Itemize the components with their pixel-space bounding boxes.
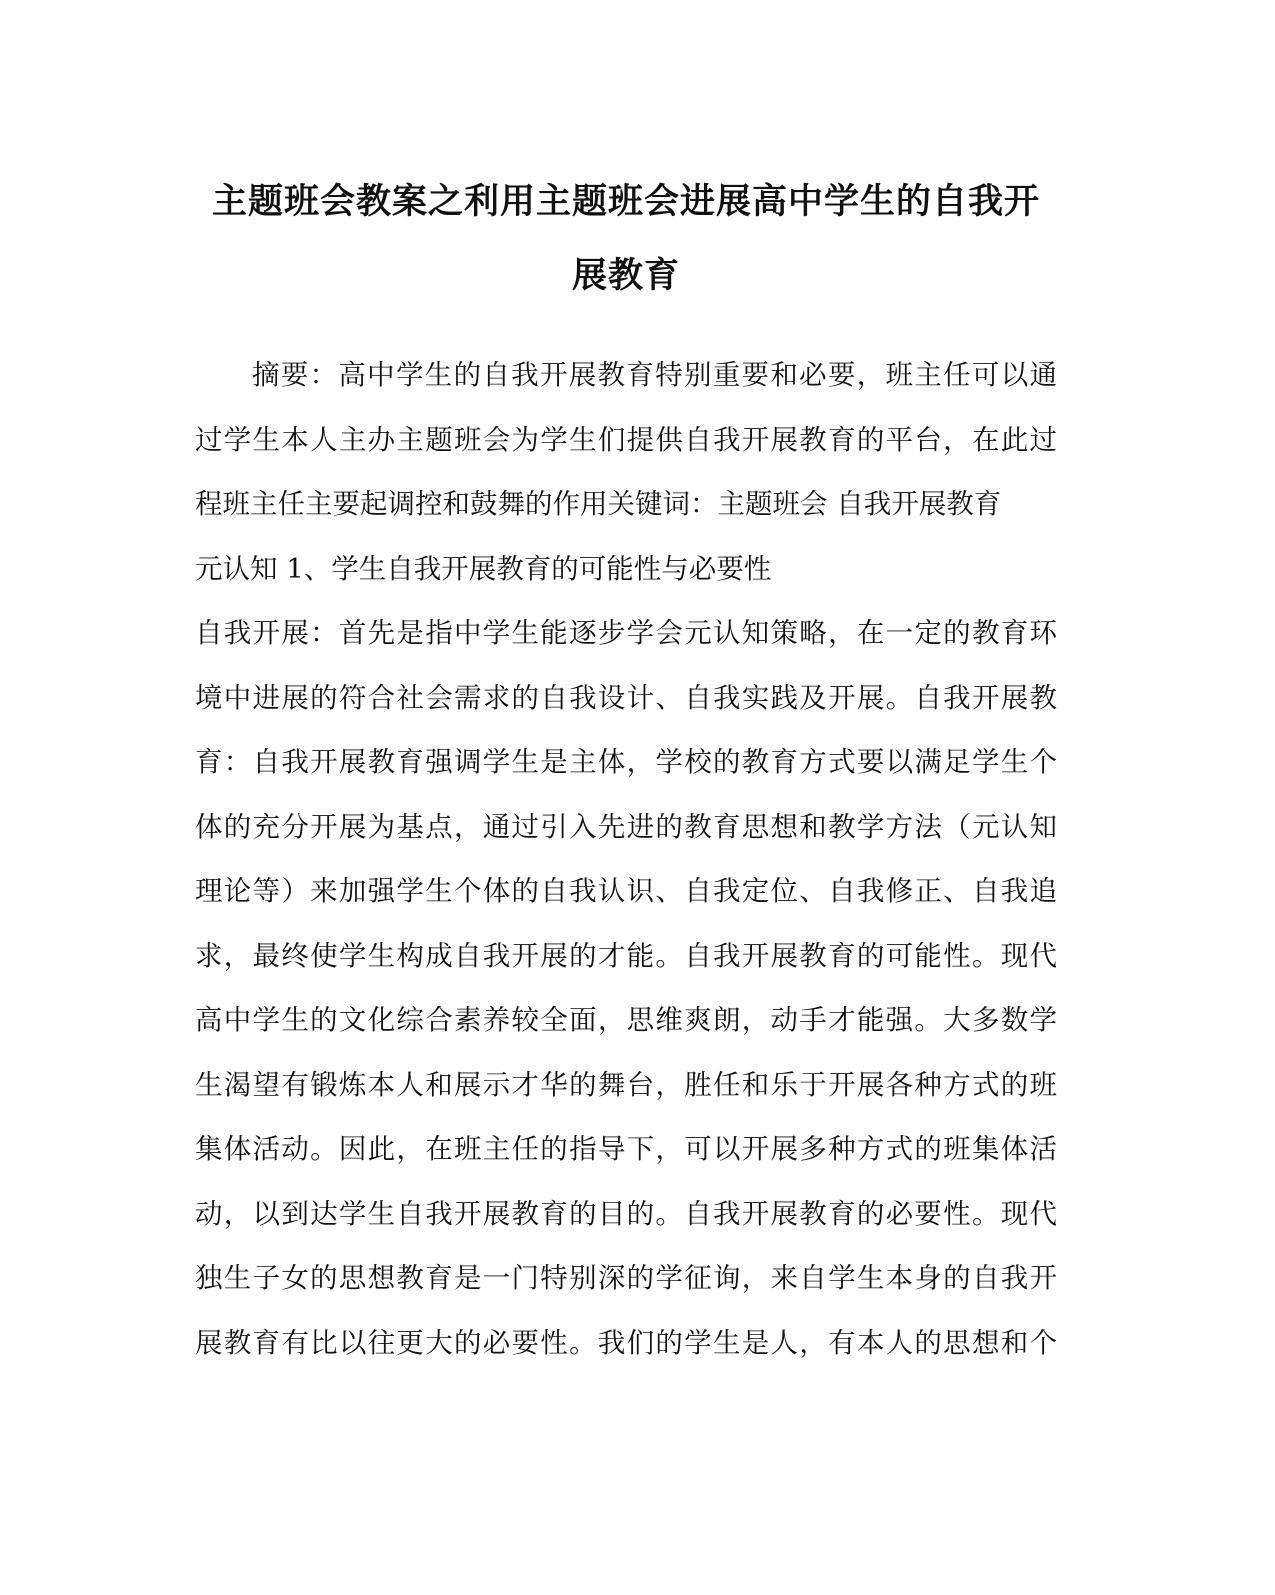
body-line: 求，最终使学生构成自我开展的才能。自我开展教育的可能性。现代 <box>195 939 1057 972</box>
body-line: 动，以到达学生自我开展教育的目的。自我开展教育的必要性。现代 <box>195 1197 1057 1230</box>
title-line-2: 展教育 <box>571 256 680 296</box>
document-title <box>195 165 1057 313</box>
body-line: 生渴望有锻炼本人和展示才华的舞台，胜任和乐于开展各种方式的班 <box>195 1068 1057 1101</box>
body-line: 集体活动。因此，在班主任的指导下，可以开展多种方式的班集体活 <box>195 1133 1057 1165</box>
body-line: 程班主任主要起调控和鼓舞的作用关键词：主题班会 自我开展教育 <box>195 488 1002 520</box>
body-line: 境中进展的符合社会需求的自我设计、自我实践及开展。自我开展教 <box>195 681 1057 714</box>
title-line-1: 主题班会教案之利用主题班会进展高中学生的自我开 <box>211 182 1040 222</box>
body-line: 摘要：高中学生的自我开展教育特别重要和必要，班主任可以通 <box>252 359 1057 391</box>
body-line: 独生子女的思想教育是一门特别深的学征询，来自学生本身的自我开 <box>195 1262 1057 1294</box>
body-line: 高中学生的文化综合素养较全面，思维爽朗，动手才能强。大多数学 <box>195 1004 1057 1036</box>
body-line: 展教育有比以往更大的必要性。我们的学生是人，有本人的思想和个 <box>195 1326 1057 1359</box>
body-line: 育：自我开展教育强调学生是主体，学校的教育方式要以满足学生个 <box>195 746 1057 778</box>
body-line: 元认知 1、学生自我开展教育的可能性与必要性 <box>195 552 772 585</box>
body-line: 过学生本人主办主题班会为学生们提供自我开展教育的平台，在此过 <box>195 423 1057 456</box>
document-body <box>195 343 1057 1375</box>
body-line: 体的充分开展为基点，通过引入先进的教育思想和教学方法（元认知 <box>195 810 1057 843</box>
body-line: 理论等）来加强学生个体的自我认识、自我定位、自我修正、自我追 <box>195 875 1057 907</box>
body-line: 自我开展：首先是指中学生能逐步学会元认知策略，在一定的教育环 <box>195 617 1057 649</box>
